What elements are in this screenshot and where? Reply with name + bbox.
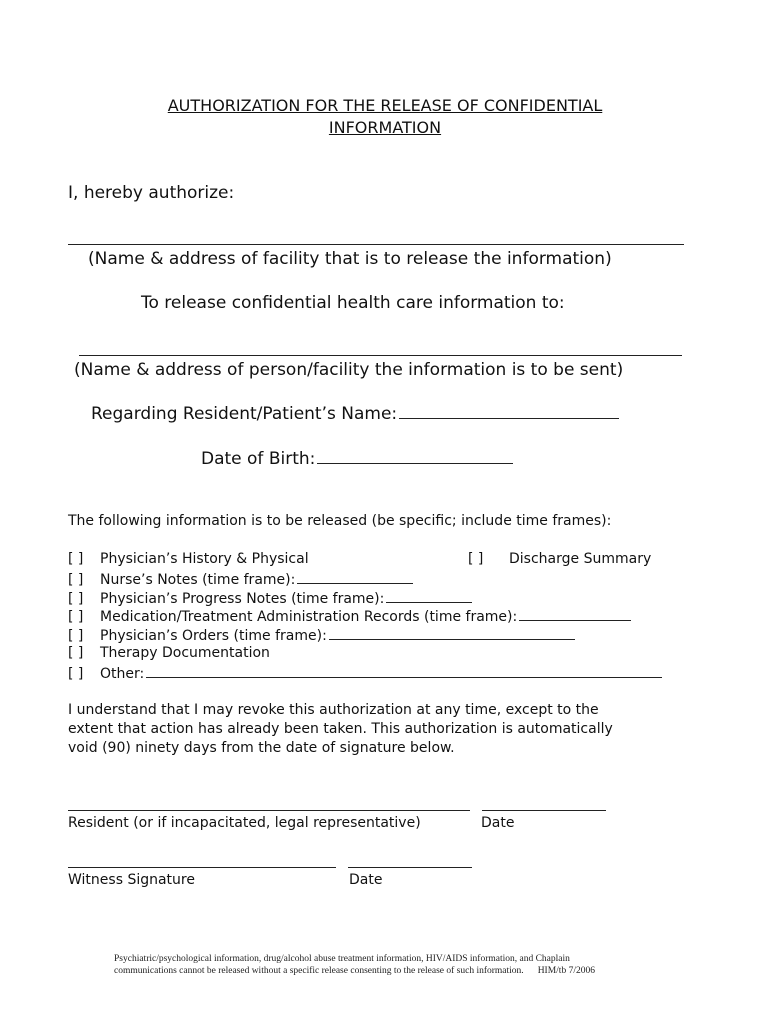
list-item[interactable]: [ ] Medication/Treatment Administration Records (time frame): (68, 607, 631, 625)
revoke-line-1: I understand that I may revoke this authorization at any time, except to the (68, 702, 599, 718)
list-item[interactable]: [ ] Physician’s Orders (time frame): (68, 626, 575, 644)
checkbox[interactable]: [ ] (68, 609, 84, 625)
orders-field[interactable] (329, 626, 575, 640)
checkbox[interactable]: [ ] (68, 628, 84, 644)
patient-name-field[interactable] (399, 403, 619, 419)
list-item-discharge[interactable]: [ ] Discharge Summary (468, 551, 652, 567)
patient-name-label (91, 403, 619, 424)
checkbox[interactable]: [ ] (468, 551, 484, 567)
list-item[interactable]: [ ] Physician’s History & Physical (68, 551, 309, 567)
dob-text: Date of Birth: (201, 449, 316, 469)
resident-date-line[interactable] (482, 810, 606, 811)
nurse-notes-field[interactable] (297, 570, 413, 584)
witness-date-label: Date (349, 872, 383, 888)
document-title-line1: AUTHORIZATION FOR THE RELEASE OF CONFIDENTIAL (167, 96, 603, 115)
footer-line-2: communications cannot be released without a specific release consenting to the release of such information. HIM/tb 7/2006 (114, 966, 595, 976)
list-item[interactable]: [ ] Other: (68, 664, 662, 682)
document-title-line2: INFORMATION (328, 118, 442, 137)
release-to-label: To release confidential health care information to: (141, 293, 565, 313)
footer-code: HIM/tb 7/2006 (537, 966, 595, 976)
authorize-label: I, hereby authorize: (68, 183, 235, 203)
other-field[interactable] (146, 664, 662, 678)
witness-date-line[interactable] (348, 867, 472, 868)
progress-notes-field[interactable] (386, 589, 472, 603)
resident-date-label: Date (481, 815, 515, 831)
list-item[interactable]: [ ] Nurse’s Notes (time frame): (68, 570, 413, 588)
witness-signature-line[interactable] (68, 867, 336, 868)
dob-field[interactable] (317, 448, 513, 464)
resident-signature-line[interactable] (68, 810, 470, 811)
revoke-line-3: void (90) ninety days from the date of signature below. (68, 740, 455, 756)
checkbox[interactable]: [ ] (68, 645, 84, 661)
footer-line-1: Psychiatric/psychological information, drug/alcohol abuse treatment information, HIV/AIDS information, and Chaplain (114, 954, 570, 964)
facility-name-line[interactable] (68, 244, 684, 245)
recipient-caption: (Name & address of person/facility the information is to be sent) (74, 360, 624, 380)
resident-signature-label: Resident (or if incapacitated, legal representative) (68, 815, 421, 831)
recipient-name-line[interactable] (79, 355, 682, 356)
facility-caption: (Name & address of facility that is to release the information) (88, 249, 612, 269)
checkbox[interactable]: [ ] (68, 666, 84, 682)
list-item[interactable]: [ ] Physician’s Progress Notes (time frame): (68, 589, 472, 607)
info-intro: The following information is to be released (be specific; include time frames): (68, 513, 612, 529)
checkbox[interactable]: [ ] (68, 551, 84, 567)
dob-label (201, 448, 513, 469)
mar-field[interactable] (519, 607, 631, 621)
witness-signature-label: Witness Signature (68, 872, 195, 888)
list-item[interactable]: [ ] Therapy Documentation (68, 645, 270, 661)
checkbox[interactable]: [ ] (68, 572, 84, 588)
patient-name-text: Regarding Resident/Patient’s Name: (91, 404, 398, 424)
checkbox[interactable]: [ ] (68, 591, 84, 607)
revoke-line-2: extent that action has already been taken. This authorization is automatically (68, 721, 613, 737)
